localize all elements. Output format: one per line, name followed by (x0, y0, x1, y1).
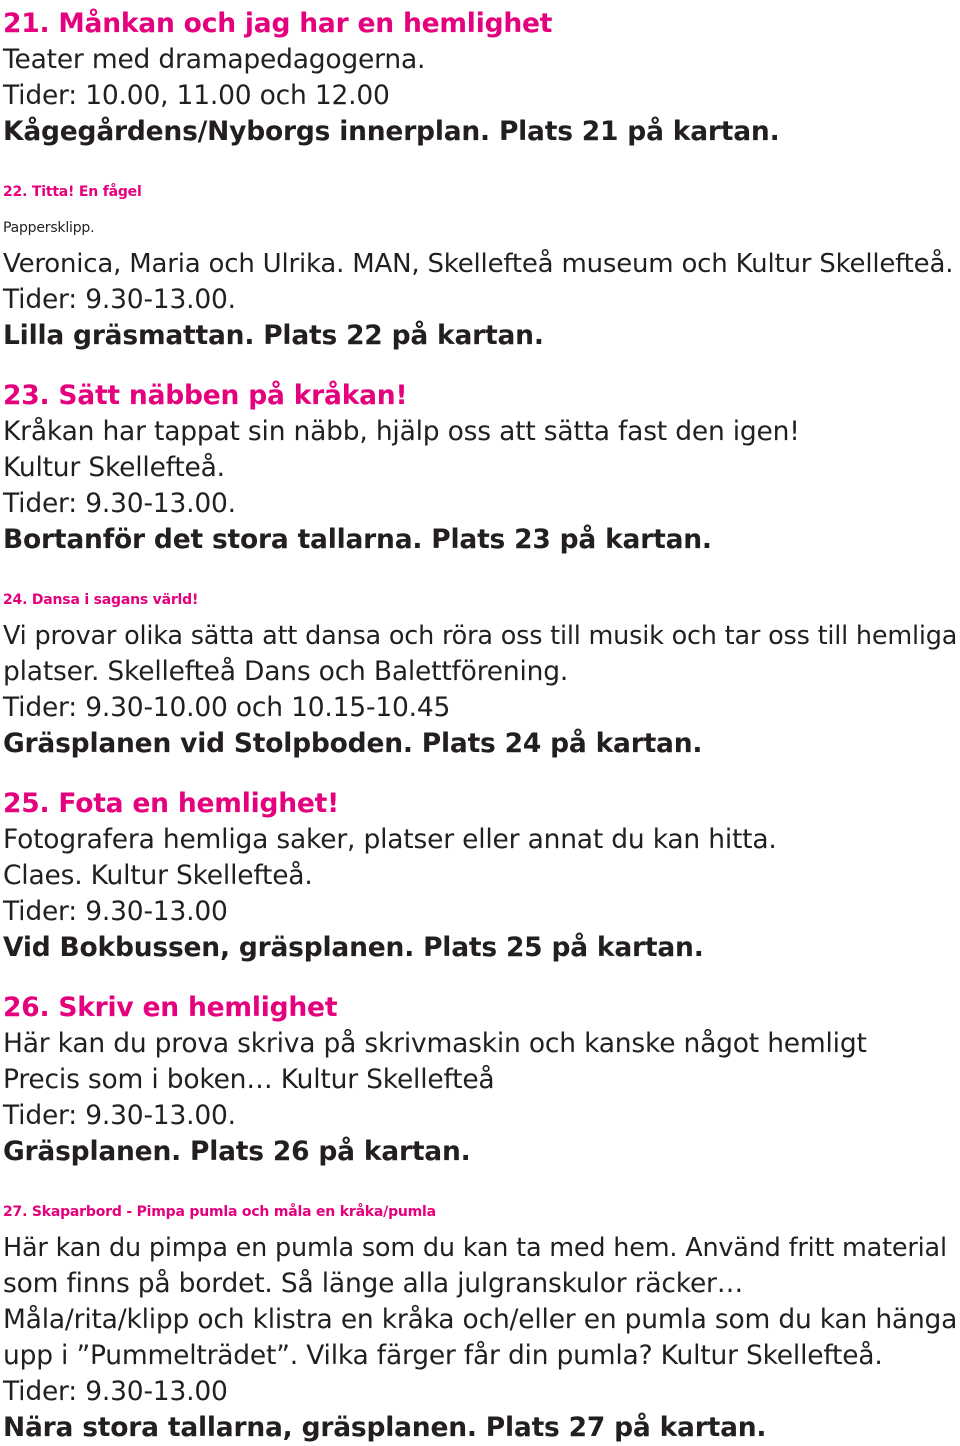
activity-description: Kråkan har tappat sin näbb, hjälp oss att sätta fast den igen! (3, 416, 800, 447)
activity-26 (3, 987, 867, 1170)
activity-24 (3, 579, 957, 762)
activity-times: Tider: 9.30-13.00 (3, 896, 228, 927)
activity-description: Här kan du pimpa en pumla som du kan ta med hem. Använd fritt material (3, 1233, 947, 1263)
activity-organizers: Kultur Skellefteå. (3, 452, 225, 483)
activity-times: Tider: 9.30-13.00. (3, 488, 236, 519)
activity-description-cont: Måla/rita/klipp och klistra en kråka och/eller en pumla som du kan hänga (3, 1304, 958, 1335)
activity-place: Gräsplanen vid Stolpboden. Plats 24 på kartan. (3, 728, 703, 759)
activity-title: 22. Titta! En fågel (3, 184, 142, 200)
activity-organizers: Claes. Kultur Skellefteå. (3, 860, 313, 891)
activity-21 (3, 3, 779, 150)
activity-description-cont: upp i ”Pummelträdet”. Vilka färger får din pumla? Kultur Skellefteå. (3, 1340, 883, 1371)
activity-title: 25. Fota en hemlighet! (3, 788, 340, 819)
activity-place: Lilla gräsmattan. Plats 22 på kartan. (3, 320, 544, 351)
activity-times: Tider: 9.30-13.00 (3, 1376, 228, 1407)
activity-place: Vid Bokbussen, gräsplanen. Plats 25 på kartan. (3, 932, 704, 963)
activity-27 (3, 1191, 957, 1446)
activity-title: 23. Sätt näbben på kråkan! (3, 380, 408, 411)
activity-place: Kågegårdens/Nyborgs innerplan. Plats 21 på kartan. (3, 116, 780, 147)
activity-times: Tider: 9.30-13.00. (3, 1100, 236, 1131)
activity-place: Bortanför det stora tallarna. Plats 23 på kartan. (3, 524, 712, 555)
activity-title: 24. Dansa i sagans värld! (3, 592, 199, 608)
activity-place: Nära stora tallarna, gräsplanen. Plats 27 på kartan. (3, 1412, 767, 1443)
activity-title: 26. Skriv en hemlighet (3, 992, 338, 1023)
activity-description: Pappersklipp. (3, 220, 95, 236)
activity-description: Fotografera hemliga saker, platser eller annat du kan hitta. (3, 824, 777, 855)
activity-description-cont: platser. Skellefteå Dans och Balettförening. (3, 656, 569, 687)
activity-description-cont: som finns på bordet. Så länge alla julgranskulor räcker… (3, 1268, 744, 1299)
activity-description: Här kan du prova skriva på skrivmaskin och kanske något hemligt (3, 1028, 867, 1059)
activity-place: Gräsplanen. Plats 26 på kartan. (3, 1136, 471, 1167)
activity-times: Tider: 9.30-10.00 och 10.15-10.45 (3, 692, 451, 723)
activity-times: Tider: 9.30-13.00. (3, 284, 236, 315)
activity-organizers: Veronica, Maria och Ulrika. MAN, Skellefteå museum och Kultur Skellefteå. (3, 249, 954, 279)
activity-description: Vi provar olika sätta att dansa och röra oss till musik och tar oss till hemliga (3, 621, 958, 651)
activity-25 (3, 783, 777, 966)
activity-description: Teater med dramapedagogerna. (3, 44, 426, 75)
activity-times: Tider: 10.00, 11.00 och 12.00 (3, 80, 390, 111)
activity-23 (3, 375, 800, 558)
activity-title: 21. Månkan och jag har en hemlighet (3, 8, 553, 39)
activity-description-cont: Precis som i boken… Kultur Skellefteå (3, 1064, 495, 1095)
activity-title: 27. Skaparbord - Pimpa pumla och måla en kråka/pumla (3, 1204, 436, 1220)
activity-22 (3, 171, 953, 354)
